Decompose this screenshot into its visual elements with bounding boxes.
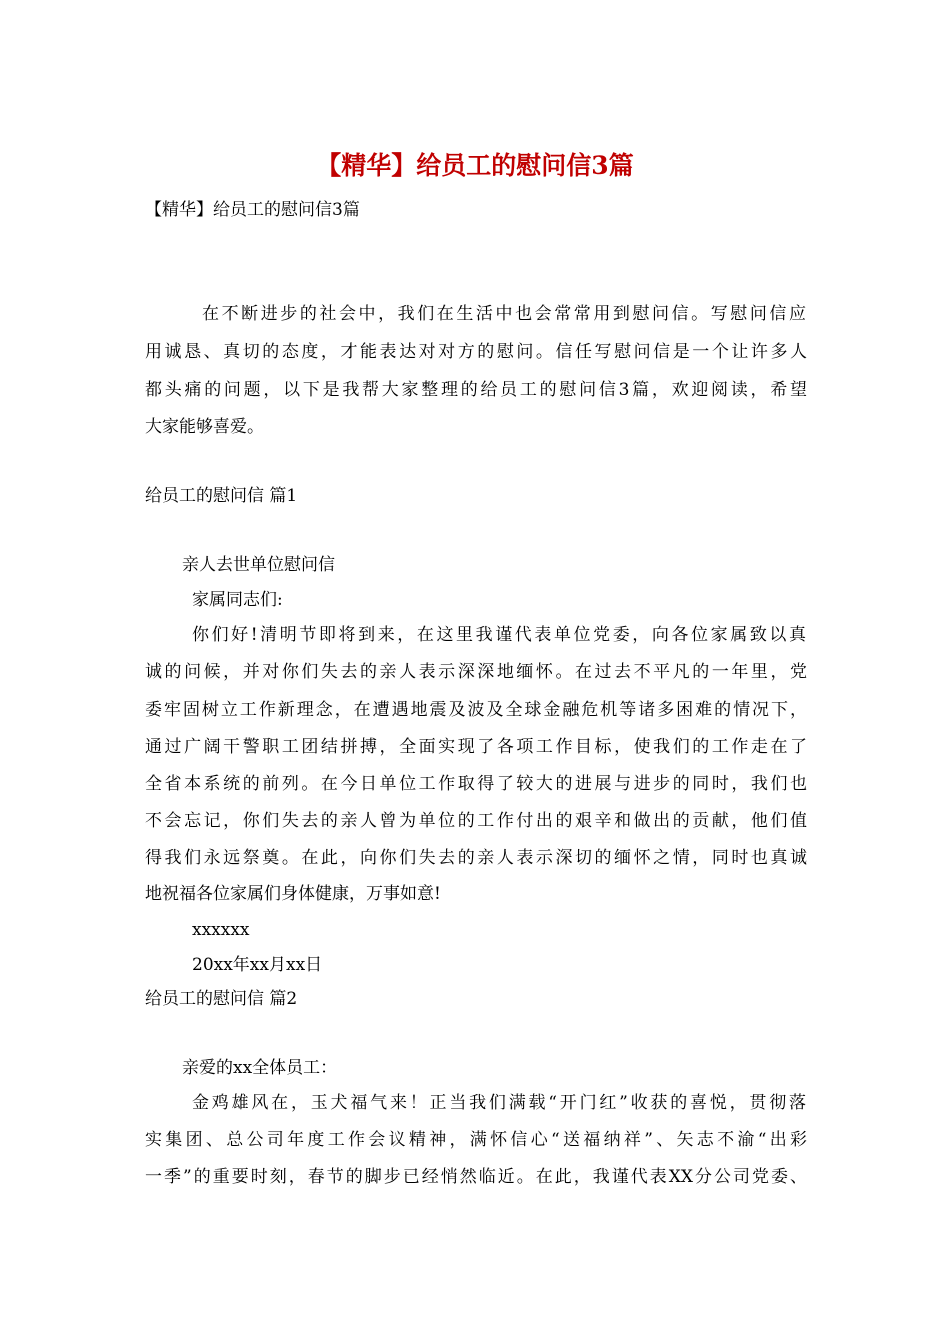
section1-signature: xxxxxx — [192, 920, 250, 940]
section1-body-line-2: 诚的问候，并对你们失去的亲人表示深深地缅怀。在过去不平凡的一年里，党 — [145, 662, 807, 682]
section2-body-line-2: 实集团、总公司年度工作会议精神，满怀信心“送福纳祥”、矢志不渝“出彩 — [145, 1130, 807, 1150]
document-title: 【精华】给员工的慰问信3篇 — [316, 151, 634, 180]
section1-body-line-4: 通过广阔干警职工团结拼搏，全面实现了各项工作目标，使我们的工作走在了 — [145, 737, 807, 757]
section1-date: 20xx年xx月xx日 — [192, 955, 323, 975]
intro-line-1: 在不断进步的社会中，我们在生活中也会常常用到慰问信。写慰问信应 — [202, 304, 806, 324]
section2-salutation: 亲爱的xx全体员工： — [182, 1058, 338, 1078]
section1-body-line-6: 不会忘记，你们失去的亲人曾为单位的工作付出的艰辛和做出的贡献，他们值 — [145, 811, 807, 831]
section1-heading: 给员工的慰问信 篇1 — [145, 486, 298, 506]
section1-body-line-7: 得我们永远祭奠。在此，向你们失去的亲人表示深切的缅怀之情，同时也真诚 — [145, 848, 807, 868]
intro-line-3: 都头痛的问题，以下是我帮大家整理的给员工的慰问信3篇，欢迎阅读，希望 — [145, 380, 807, 400]
section2-body-line-3: 一季”的重要时刻，春节的脚步已经悄然临近。在此，我谨代表XX分公司党委、 — [145, 1167, 807, 1187]
intro-line-2: 用诚恳、真切的态度，才能表达对对方的慰问。信任写慰问信是一个让许多人 — [145, 342, 807, 362]
intro-line-4: 大家能够喜爱。 — [145, 417, 264, 437]
section1-letter-title: 亲人去世单位慰问信 — [182, 555, 335, 575]
section1-body-line-5: 全省本系统的前列。在今日单位工作取得了较大的进展与进步的同时，我们也 — [145, 774, 807, 794]
section1-body-line-3: 委牢固树立工作新理念，在遭遇地震及波及全球金融危机等诸多困难的情况下， — [145, 700, 807, 720]
section2-body-line-1: 金鸡雄风在，玉犬福气来！正当我们满载“开门红”收获的喜悦，贯彻落 — [192, 1093, 806, 1113]
document-subtitle: 【精华】给员工的慰问信3篇 — [145, 200, 360, 220]
section2-heading: 给员工的慰问信 篇2 — [145, 989, 298, 1009]
section1-salutation: 家属同志们: — [192, 590, 283, 610]
section1-body-line-1: 你们好!清明节即将到来，在这里我谨代表单位党委，向各位家属致以真 — [192, 625, 806, 645]
section1-body-line-8: 地祝福各位家属们身体健康，万事如意! — [145, 884, 441, 904]
